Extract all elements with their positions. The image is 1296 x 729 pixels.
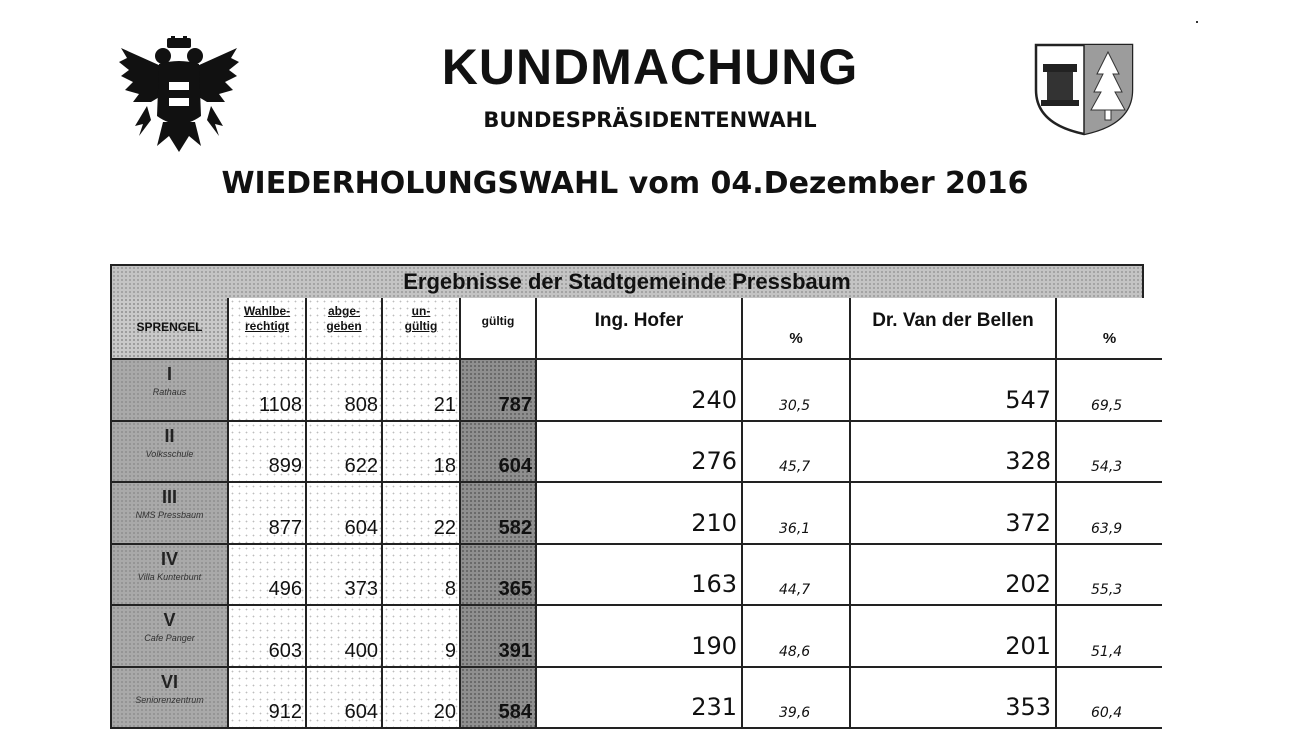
election-heading: WIEDERHOLUNGSWAHL vom 04.Dezember 2016 — [221, 166, 1029, 201]
hofer-votes: 276 — [691, 447, 737, 475]
vdb-votes: 202 — [1005, 570, 1051, 598]
header-gueltig-label: gültig — [481, 314, 515, 328]
hofer-votes: 231 — [691, 693, 737, 721]
sprengel-number: V — [163, 610, 176, 630]
header-wahlberechtigt-line1: Wahlbe- — [243, 304, 291, 318]
results-table — [110, 264, 1144, 729]
header-abgegeben — [307, 298, 383, 360]
sprengel-number: III — [161, 487, 177, 507]
header-ungueltig-line2: gültig — [404, 319, 438, 333]
scan-dot — [1196, 21, 1198, 23]
vdb-votes: 201 — [1005, 631, 1051, 660]
abgegeben-value: 604 — [344, 516, 378, 539]
hofer-percent: 30,5 — [779, 397, 811, 414]
sprengel-location: Rathaus — [152, 387, 187, 397]
hofer-votes: 240 — [691, 385, 737, 414]
hofer-percent: 45,7 — [779, 459, 811, 475]
wahlberechtigt-value: 899 — [268, 455, 302, 477]
ungueltig-value: 18 — [433, 455, 456, 477]
wahlberechtigt-value: 912 — [268, 701, 302, 723]
austrian-eagle-icon — [117, 36, 241, 154]
table-row-sprengel — [112, 422, 229, 484]
gueltig-value: 365 — [498, 578, 532, 600]
table-row-sprengel — [112, 483, 229, 545]
vdb-percent: 51,4 — [1091, 643, 1123, 660]
hofer-percent: 39,6 — [779, 705, 811, 721]
pressbaum-coat-of-arms-icon — [1033, 42, 1135, 136]
vdb-votes: 353 — [1005, 693, 1051, 721]
wahlberechtigt-value: 496 — [268, 578, 302, 600]
vdb-votes: 547 — [1005, 385, 1051, 414]
sprengel-number: II — [164, 425, 175, 446]
sprengel-number: I — [166, 364, 172, 384]
hofer-votes: 210 — [691, 508, 737, 537]
header-vdb-pct — [1057, 298, 1162, 360]
sprengel-location: Seniorenzentrum — [135, 694, 204, 705]
table-banner: Ergebnisse der Stadtgemeinde Pressbaum — [112, 266, 1142, 300]
page-title: KUNDMACHUNG — [441, 39, 859, 95]
table-row-sprengel — [112, 668, 229, 729]
vdb-percent: 63,9 — [1091, 520, 1123, 537]
vdb-percent: 55,3 — [1091, 582, 1123, 598]
wahlberechtigt-value: 877 — [268, 516, 302, 539]
ungueltig-value: 20 — [433, 701, 456, 723]
header-hofer-pct — [743, 298, 851, 360]
ungueltig-value: 9 — [444, 639, 456, 662]
hofer-votes: 190 — [691, 631, 737, 660]
sprengel-location: Villa Kunterbunt — [137, 571, 202, 582]
header-hofer — [537, 298, 743, 360]
table-row-sprengel — [112, 545, 229, 607]
vdb-votes: 328 — [1005, 447, 1051, 475]
abgegeben-value: 808 — [344, 393, 378, 416]
header-abgegeben-line2: geben — [326, 319, 362, 333]
abgegeben-value: 373 — [344, 578, 378, 600]
header-ungueltig — [383, 298, 461, 360]
header-abgegeben-line1: abge- — [327, 304, 360, 318]
vdb-votes: 372 — [1005, 508, 1051, 537]
header-vdb — [851, 298, 1057, 360]
abgegeben-value: 622 — [344, 455, 378, 477]
ungueltig-value: 22 — [433, 516, 456, 539]
ungueltig-value: 21 — [433, 393, 456, 416]
header-hofer-label: Ing. Hofer — [594, 310, 684, 331]
results-grid — [112, 298, 1142, 727]
abgegeben-value: 400 — [344, 639, 378, 662]
ungueltig-value: 8 — [444, 578, 456, 600]
gueltig-value: 604 — [498, 455, 532, 477]
vdb-percent: 54,3 — [1091, 459, 1123, 475]
abgegeben-value: 604 — [344, 701, 378, 723]
hofer-percent: 36,1 — [779, 520, 811, 537]
header-vdb-label: Dr. Van der Bellen — [872, 310, 1034, 331]
hofer-percent: 44,7 — [779, 582, 811, 598]
gueltig-value: 391 — [498, 639, 532, 662]
sprengel-number: VI — [160, 671, 178, 692]
header-wahlberechtigt-line2: rechtigt — [244, 319, 289, 333]
table-row-sprengel — [112, 360, 229, 422]
header-sprengel-label: SPRENGEL — [136, 320, 203, 334]
gueltig-value: 584 — [498, 701, 532, 723]
sprengel-location: NMS Pressbaum — [135, 510, 204, 520]
wahlberechtigt-value: 603 — [268, 639, 302, 662]
sprengel-location: Volksschule — [145, 448, 194, 459]
header-gueltig — [461, 298, 537, 360]
vdb-percent: 69,5 — [1091, 397, 1123, 414]
header-ungueltig-line1: un- — [411, 304, 431, 318]
header-vdb-pct-label: % — [1102, 330, 1117, 347]
page-subtitle: BUNDESPRÄSIDENTENWAHL — [483, 108, 817, 132]
table-row-sprengel — [112, 606, 229, 668]
header-wahlberechtigt — [229, 298, 307, 360]
header-sprengel — [112, 298, 229, 360]
sprengel-location: Cafe Panger — [144, 633, 195, 643]
sprengel-number: IV — [160, 548, 178, 569]
wahlberechtigt-value: 1108 — [258, 393, 302, 416]
vdb-percent: 60,4 — [1091, 705, 1123, 721]
hofer-percent: 48,6 — [779, 643, 811, 660]
hofer-votes: 163 — [691, 570, 737, 598]
header-hofer-pct-label: % — [789, 330, 803, 347]
gueltig-value: 582 — [498, 516, 532, 539]
gueltig-value: 787 — [498, 393, 532, 416]
